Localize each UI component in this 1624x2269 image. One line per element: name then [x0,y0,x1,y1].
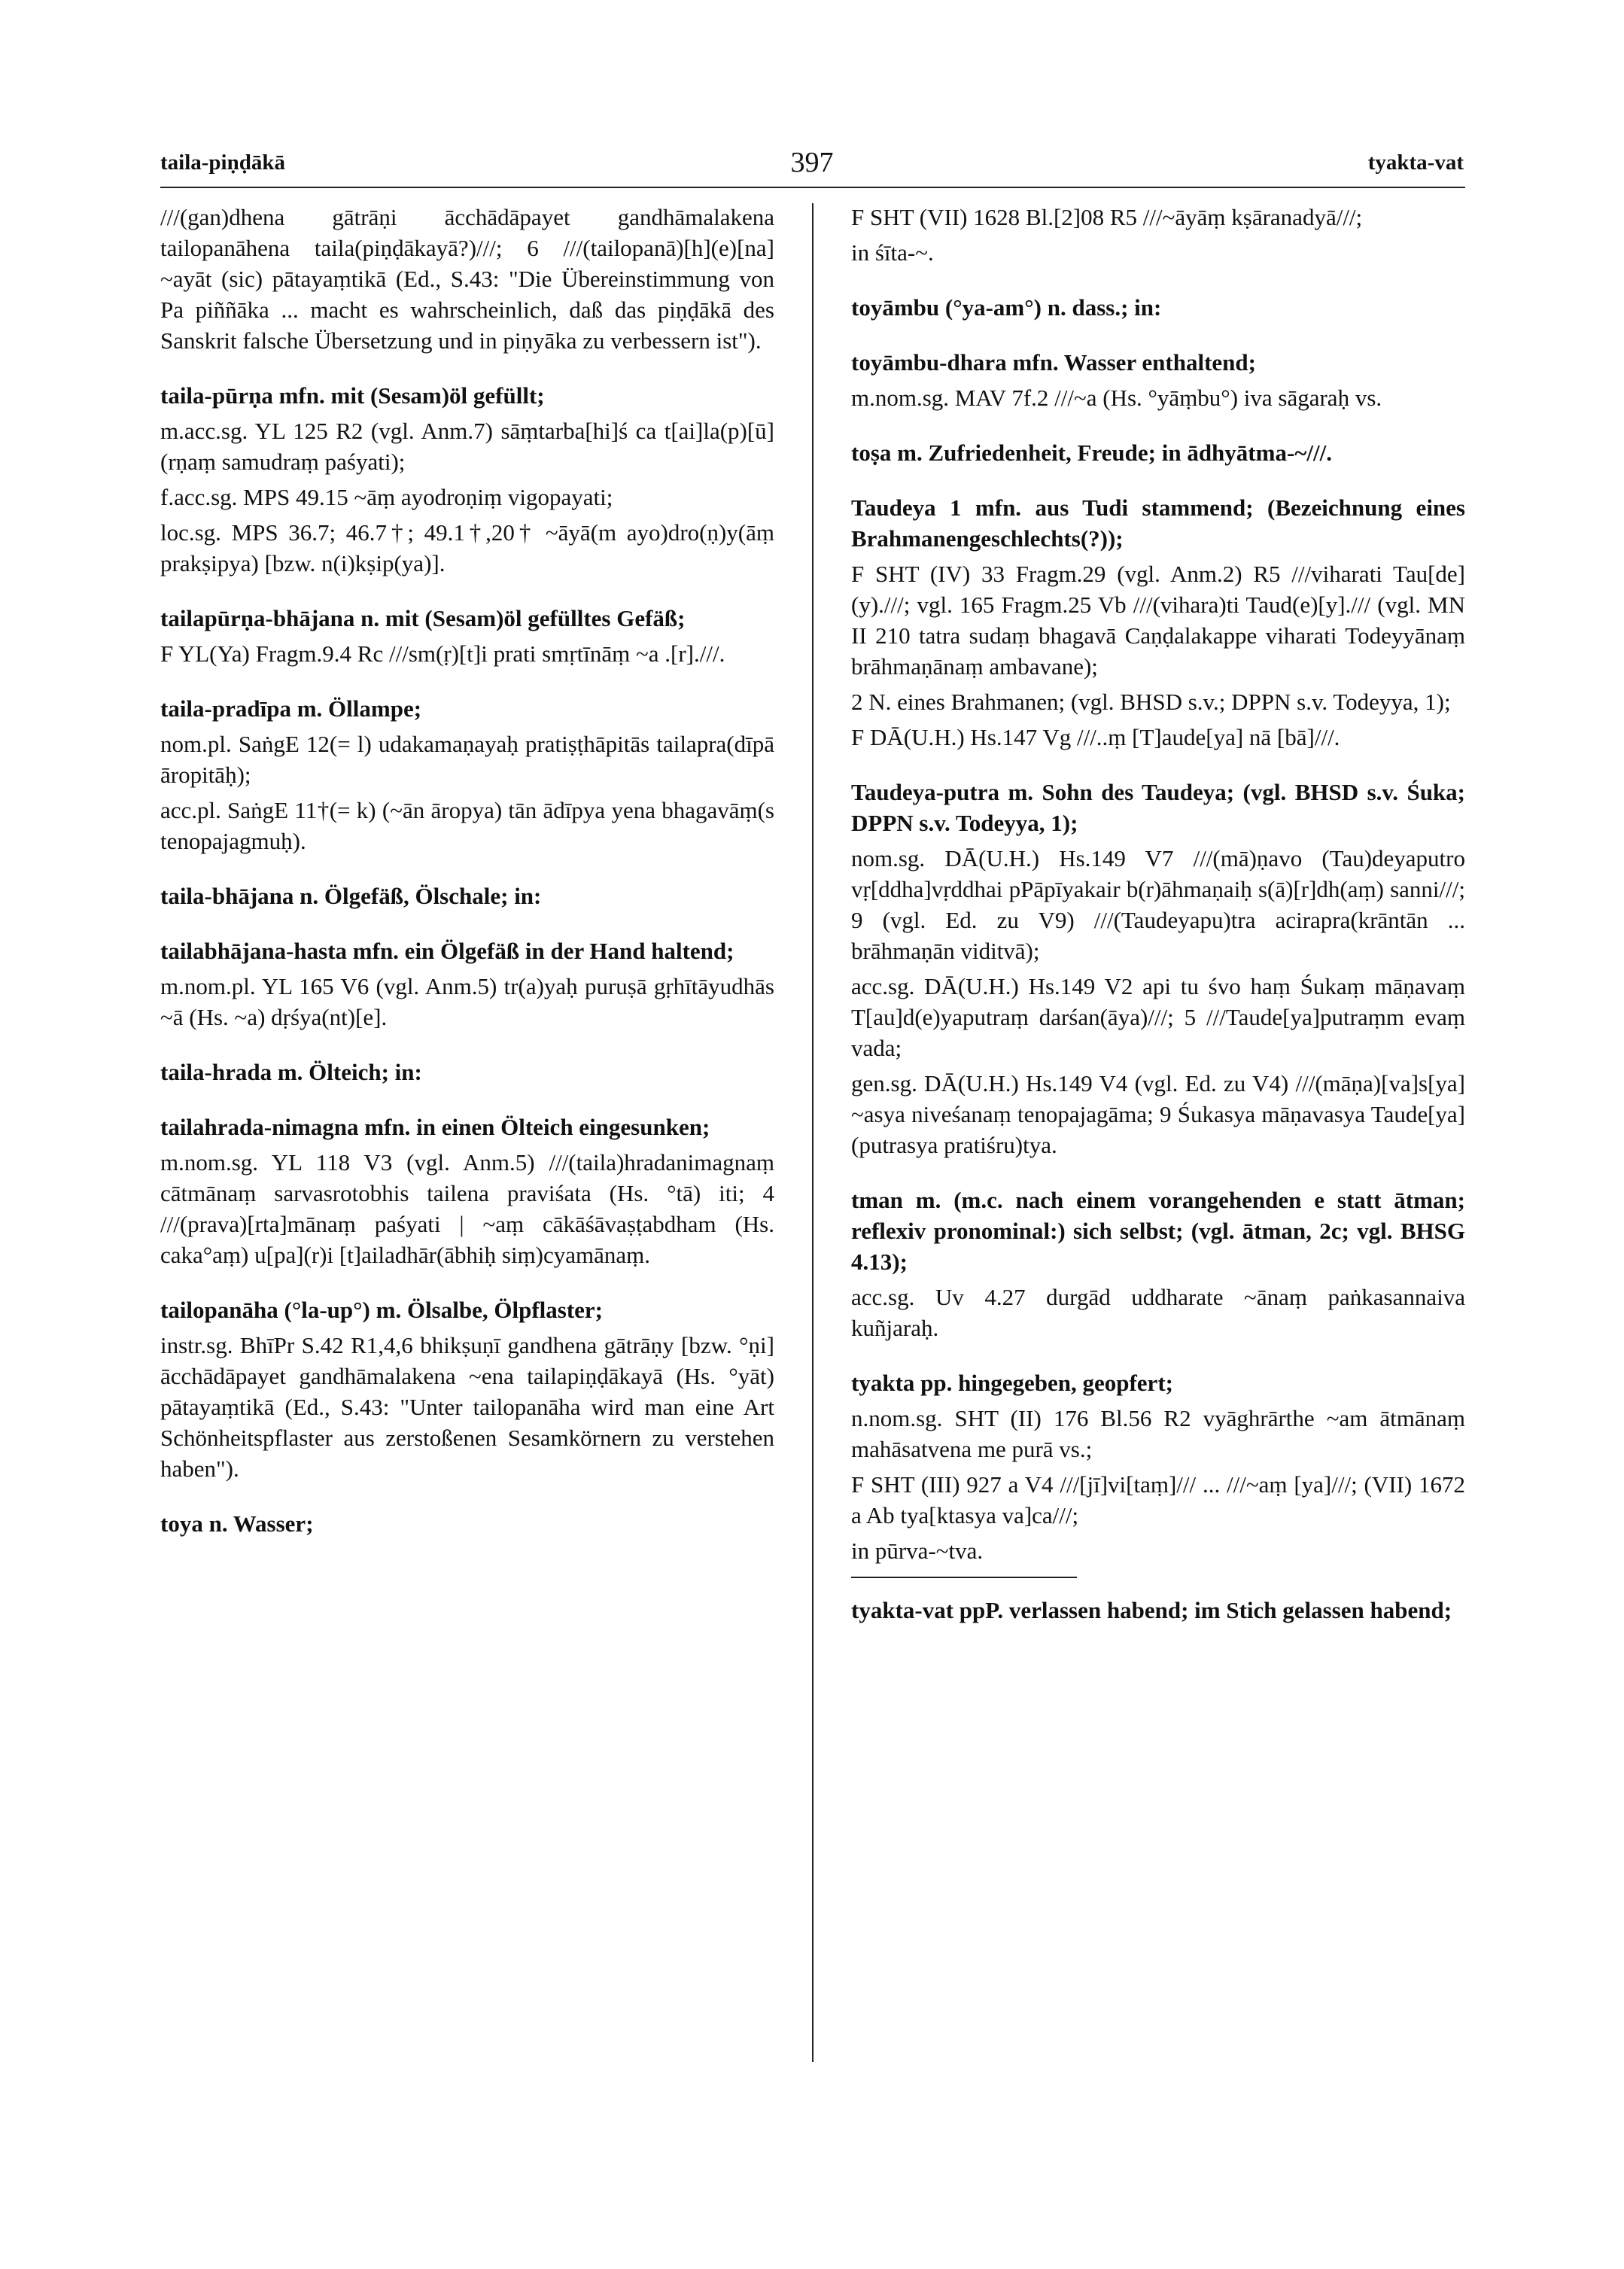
entry-headword: tailahrada-nimagna mfn. in einen Ölteich eingesunken; [160,1114,710,1140]
page-number: 397 [790,147,834,178]
entry-headword: tailabhājana-hasta mfn. ein Ölgefäß in der Hand haltend; [160,938,734,964]
entry-headword: Taudeya-putra m. Sohn des Taudeya; (vgl. BHSD s.v. Śuka; DPPN s.v. Todeyya, 1); [851,779,1465,836]
entry-body: gen.sg. DĀ(U.H.) Hs.149 V4 (vgl. Ed. zu V4) ///(māṇa)[va]s[ya] ~asya niveśanaṃ tenopajagāma; 9 Śukasya māṇavasya Taude[ya](putrasya pratiśru)tya. [851,1070,1465,1158]
entry-body: m.nom.pl. YL 165 V6 (vgl. Anm.5) tr(a)yaḥ puruṣā gṛhītāyudhās ~ā (Hs. ~a) dṛśya(nt)[e]. [160,973,774,1030]
entry-body: m.acc.sg. YL 125 R2 (vgl. Anm.7) sāṃtarba[hi]ś ca t[ai]la(p)[ū](rṇaṃ samudraṃ paśyati); [160,418,774,475]
entry-body: loc.sg. MPS 36.7; 46.7†; 49.1†,20† ~āyā(m ayo)dro(ṇ)y(āṃ prakṣipya) [bzw. n(i)kṣip(ya)]. [160,519,774,576]
entry-headword: toṣa m. Zufriedenheit, Freude; in ādhyātma-~///. [851,440,1332,466]
entry-body: m.nom.sg. YL 118 V3 (vgl. Anm.5) ///(taila)hradanimagnaṃ cātmānaṃ sarvasrotobhis tailena praviśata (Hs. °tā) iti; 4 ///(prava)[rta]mānaṃ paśyati | ~aṃ cākāśāvaṣṭabdham (Hs. caka°aṃ) u[pa](r)i [t]ailadhār(ābhiḥ siṃ)cyamānaṃ. [160,1149,774,1268]
entry-headword: taila-pūrṇa mfn. mit (Sesam)öl gefüllt; [160,382,545,409]
entry-separator-rule [851,1577,1077,1578]
entry-headword: tyakta pp. hingegeben, geopfert; [851,1370,1173,1396]
entry-body: 2 N. eines Brahmanen; (vgl. BHSD s.v.; DPPN s.v. Todeyya, 1); [851,689,1451,715]
entry-body: F SHT (VII) 1628 Bl.[2]08 R5 ///~āyāṃ kṣāranadyā///; [851,204,1363,230]
entry-body: m.nom.sg. MAV 7f.2 ///~a (Hs. °yāṃbu°) iva sāgaraḥ vs. [851,385,1382,411]
entry-headword: Taudeya 1 mfn. aus Tudi stammend; (Bezeichnung eines Brahmanengeschlechts(?)); [851,494,1465,552]
entry-body: F SHT (IV) 33 Fragm.29 (vgl. Anm.2) R5 ///viharati Tau[de](y).///; vgl. 165 Fragm.25 Vb ///(vihara)ti Taud(e)[y]./// (vgl. MN II 210 tatra sudaṃ bhagavā Caṇḍalakappe viharati Todeyyānaṃ brāhmaṇānaṃ ambavane); [851,561,1465,680]
running-head [160,147,1464,188]
right-column [851,202,1465,1626]
entry-body: F SHT (III) 927 a V4 ///[jī]vi[taṃ]/// ... ///~aṃ [ya]///; (VII) 1672 a Ab tya[ktasya va]ca///; [851,1471,1465,1528]
entry-body: ///(gan)dhena gātrāṇi ācchādāpayet gandhāmalakena tailopanāhena taila(piṇḍākayā?)///; 6 ///(tailopanā)[h](e)[na] ~ayāt (sic) pātayaṃtikā (Ed., S.43: "Die Übereinstimmung von Pa piññāka ... macht es wahrscheinlich, daß das piṇḍākā des Sanskrit falsche Übersetzung und in piṇyāka zu verbessern ist"). [160,204,774,354]
entry-body: instr.sg. BhīPr S.42 R1,4,6 bhikṣuṇī gandhena gātrāṇy [bzw. °ṇi] ācchādāpayet gandhāmalakena ~ena tailapiṇḍākayā (Hs. °yāt) pātayaṃtikā (Ed., S.43: "Unter tailopanāha wird man eine Art Schönheitspflaster aus zerstoßenen Sesamkörnern zu verstehen haben"). [160,1332,774,1482]
left-column [160,202,774,1539]
entry-headword: toyāmbu-dhara mfn. Wasser enthaltend; [851,349,1256,376]
entry-body: F DĀ(U.H.) Hs.147 Vg ///..ṃ [T]aude[ya] nā [bā]///. [851,724,1340,750]
entry-headword: taila-pradīpa m. Öllampe; [160,695,422,722]
entry-body: n.nom.sg. SHT (II) 176 Bl.56 R2 vyāghrārthe ~am ātmānaṃ mahāsatvena me purā vs.; [851,1405,1465,1462]
entry-body: in pūrva-~tva. [851,1538,984,1564]
entry-body: acc.sg. Uv 4.27 durgād uddharate ~ānaṃ paṅkasannaiva kuñjaraḥ. [851,1284,1465,1341]
column-divider [812,203,814,2062]
entry-headword: toya n. Wasser; [160,1510,314,1537]
entry-headword: taila-hrada m. Ölteich; in: [160,1059,422,1085]
header-rule [160,187,1465,188]
entry-headword: taila-bhājana n. Ölgefäß, Ölschale; in: [160,883,542,909]
entry-headword: toyāmbu (°ya-am°) n. dass.; in: [851,294,1162,321]
entry-headword: tailapūrṇa-bhājana n. mit (Sesam)öl gefülltes Gefäß; [160,605,686,631]
entry-headword: tman m. (m.c. nach einem vorangehenden e statt ātman; reflexiv pronominal:) sich selbst; (vgl. ātman, 2c; vgl. BHSG 4.13); [851,1187,1465,1275]
header-right-catchword: tyakta-vat [1367,151,1464,175]
entry-body: acc.pl. SaṅgE 11†(= k) (~ān āropya) tān ādīpya yena bhagavāṃ(s tenopajagmuḥ). [160,797,774,854]
entry-body: nom.sg. DĀ(U.H.) Hs.149 V7 ///(mā)ṇavo (Tau)deyaputro vṛ[ddha]vṛddhai pPāpīyakair b(r)āhmaṇaiḥ s(ā)[r]dh(aṃ) sanni///; 9 (vgl. Ed. zu V9) ///(Taudeyapu)tra acirapra(krāntān ... brāhmaṇān viditvā); [851,845,1465,964]
header-left-catchword: taila-piṇḍākā [160,151,285,175]
entry-body: acc.sg. DĀ(U.H.) Hs.149 V2 api tu śvo haṃ Śukaṃ māṇavaṃ T[au]d(e)yaputraṃ darśan(āya)///; 5 ///Taude[ya]putraṃm evaṃ vada; [851,973,1465,1061]
entry-body: in śīta-~. [851,239,934,266]
entry-headword: tyakta-vat ppP. verlassen habend; im Stich gelassen habend; [851,1597,1452,1623]
entry-headword: tailopanāha (°la-up°) m. Ölsalbe, Ölpflaster; [160,1297,603,1323]
entry-body: nom.pl. SaṅgE 12(= l) udakamaṇayaḥ pratiṣṭhāpitās tailapra(dīpā āropitāḥ); [160,731,774,788]
entry-body: f.acc.sg. MPS 49.15 ~āṃ ayodroṇiṃ vigopayati; [160,484,613,510]
entry-body: F YL(Ya) Fragm.9.4 Rc ///sm(ṛ)[t]i prati smṛtīnāṃ ~a .[r].///. [160,640,725,667]
